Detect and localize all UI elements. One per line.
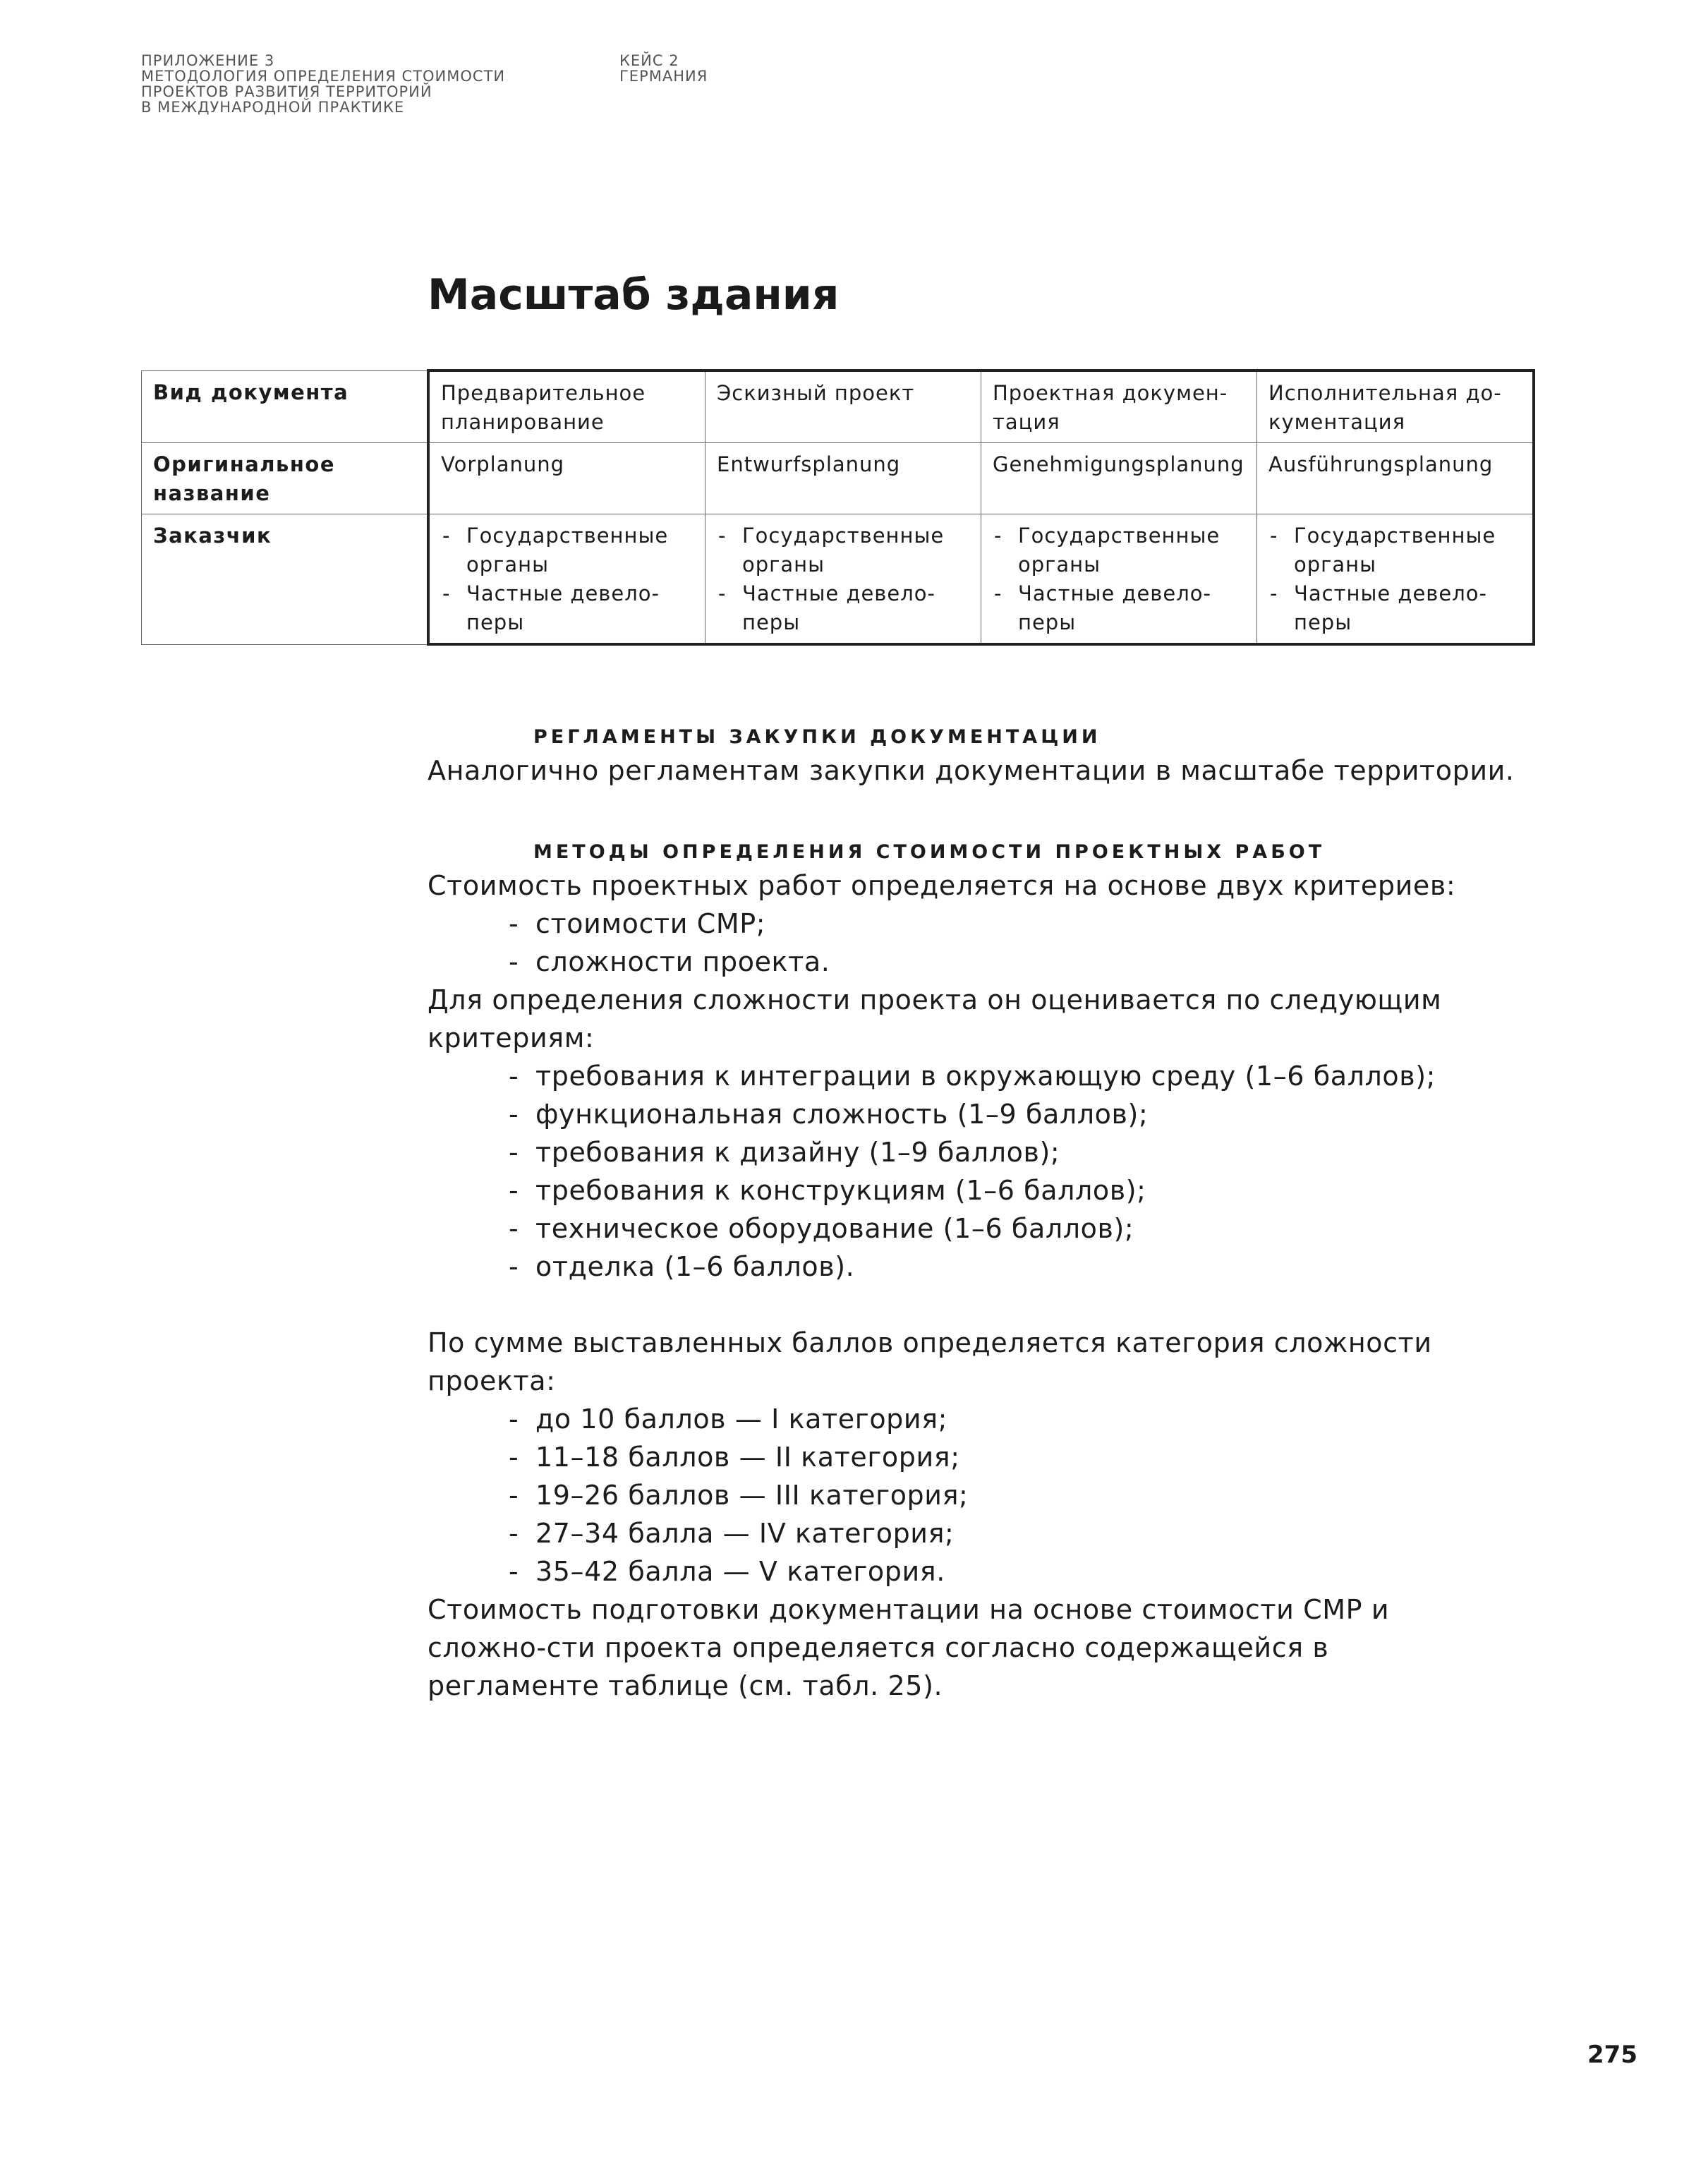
table-row xyxy=(142,443,1534,514)
procurement-text: Аналогично регламентам закупки документации в масштабе территории. xyxy=(428,755,1515,786)
table-cell xyxy=(705,514,981,645)
list-item: - требования к конструкциям (1–6 баллов); xyxy=(509,1171,1528,1209)
running-head-line: КЕЙС 2 xyxy=(619,52,679,69)
category-intro: По сумме выставленных баллов определяется категория сложности проекта: xyxy=(428,1327,1432,1396)
page-number: 275 xyxy=(1587,2041,1637,2069)
running-head-line: МЕТОДОЛОГИЯ ОПРЕДЕЛЕНИЯ СТОИМОСТИ xyxy=(141,68,506,85)
list-item: - отделка (1–6 баллов). xyxy=(509,1248,1528,1286)
list-item: - функциональная сложность (1–9 баллов); xyxy=(509,1095,1528,1133)
row-header: Заказчик xyxy=(142,514,429,645)
list-item: - Частные девело-перы xyxy=(1268,579,1521,637)
table-row xyxy=(142,514,1534,645)
list-item: - 11–18 баллов — II категория; xyxy=(509,1438,1528,1476)
categories-list xyxy=(428,1400,1528,1590)
list-item: - 27–34 балла — IV категория; xyxy=(509,1514,1528,1552)
table-cell xyxy=(428,514,705,645)
complexity-intro: Для определения сложности проекта он оценивается по следующим критериям: xyxy=(428,984,1442,1054)
list-item: - Частные девело-перы xyxy=(441,579,694,637)
list-item: - Государственные органы xyxy=(1268,521,1521,579)
row-header: Вид документа xyxy=(142,370,429,443)
complexity-criteria-list xyxy=(428,1057,1528,1286)
running-head-line: В МЕЖДУНАРОДНОЙ ПРАКТИКЕ xyxy=(141,99,405,116)
customer-list xyxy=(717,521,969,637)
running-head-left xyxy=(141,53,505,115)
table-cell: Эскизный проект xyxy=(705,370,981,443)
list-item: - Государственные органы xyxy=(717,521,969,579)
document-stages-table xyxy=(141,369,1535,646)
section-title: Масштаб здания xyxy=(428,270,840,320)
running-head-line: ПРИЛОЖЕНИЕ 3 xyxy=(141,52,275,69)
cost-methods-heading: МЕТОДЫ ОПРЕДЕЛЕНИЯ СТОИМОСТИ ПРОЕКТНЫХ РАБОТ xyxy=(533,841,1326,863)
table-cell: Исполнительная до-кументация xyxy=(1257,370,1534,443)
table-row xyxy=(142,370,1534,443)
list-item: - Частные девело-перы xyxy=(717,579,969,637)
procurement-section xyxy=(428,723,1528,790)
list-item: - требования к интеграции в окружающую среду (1–6 баллов); xyxy=(509,1057,1528,1095)
list-item: - стоимости СМР; xyxy=(509,905,1528,943)
table-cell xyxy=(981,514,1257,645)
table-cell: Vorplanung xyxy=(428,443,705,514)
customer-list xyxy=(441,521,694,637)
running-head-right xyxy=(619,53,708,84)
cost-methods-intro: Стоимость проектных работ определяется на основе двух критериев: xyxy=(428,870,1456,901)
table-cell: Предварительное планирование xyxy=(428,370,705,443)
running-head-line: ПРОЕКТОВ РАЗВИТИЯ ТЕРРИТОРИЙ xyxy=(141,83,432,100)
conclusion: Стоимость подготовки документации на основе стоимости СМР и сложно-сти проекта определяется согласно содержащейся в регламенте таблице (см. табл. 25). xyxy=(428,1594,1390,1701)
table-cell: Ausführungsplanung xyxy=(1257,443,1534,514)
running-head-line: ГЕРМАНИЯ xyxy=(619,68,708,85)
table-cell xyxy=(1257,514,1534,645)
table-cell: Проектная докумен-тация xyxy=(981,370,1257,443)
list-item: - 35–42 балла — V категория. xyxy=(509,1552,1528,1590)
table-cell: Entwurfsplanung xyxy=(705,443,981,514)
table-cell: Genehmigungsplanung xyxy=(981,443,1257,514)
list-item: - требования к дизайну (1–9 баллов); xyxy=(509,1133,1528,1171)
list-item: - Государственные органы xyxy=(993,521,1245,579)
list-item: - до 10 баллов — I категория; xyxy=(509,1400,1528,1438)
criteria-list xyxy=(428,905,1528,981)
list-item: - сложности проекта. xyxy=(509,943,1528,981)
cost-methods-section xyxy=(428,838,1528,1705)
row-header: Оригинальное название xyxy=(142,443,429,514)
list-item: - Частные девело-перы xyxy=(993,579,1245,637)
procurement-heading: РЕГЛАМЕНТЫ ЗАКУПКИ ДОКУМЕНТАЦИИ xyxy=(533,726,1101,748)
list-item: - техническое оборудование (1–6 баллов); xyxy=(509,1209,1528,1248)
list-item: - 19–26 баллов — III категория; xyxy=(509,1476,1528,1514)
customer-list xyxy=(993,521,1245,637)
list-item: - Государственные органы xyxy=(441,521,694,579)
customer-list xyxy=(1268,521,1521,637)
